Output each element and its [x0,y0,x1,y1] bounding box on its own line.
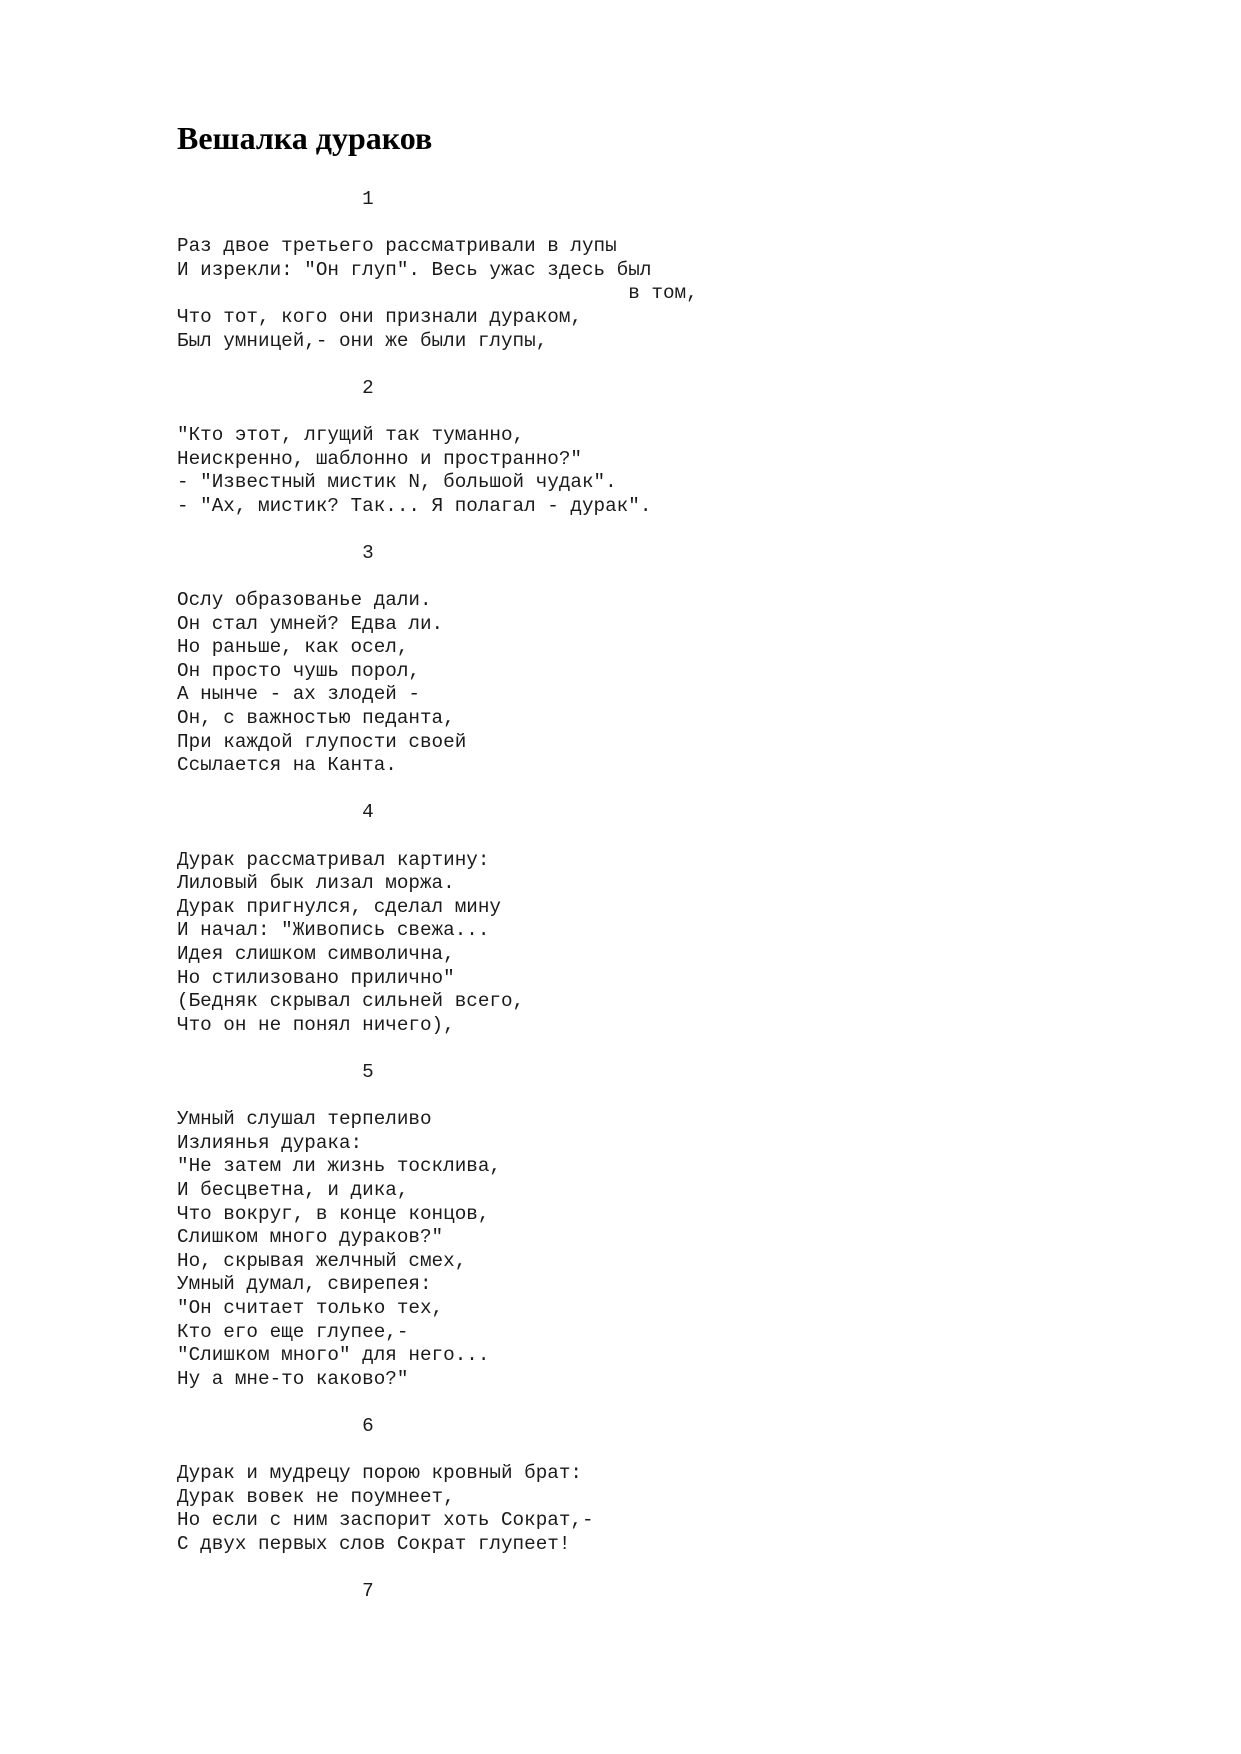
poem-line: И начал: "Живопись свежа... [177,919,490,942]
document-title: Вешалка дураков [177,120,433,156]
poem-line: (Бедняк скрывал сильней всего, [177,990,525,1013]
poem-line: Слишком много дураков?" [177,1226,444,1249]
poem-line: И бесцветна, и дика, [177,1178,409,1201]
spacer [177,566,1077,590]
poem-line: Он просто чушь порол, [177,659,420,682]
poem-line: Но раньше, как осел, [177,636,409,659]
section-number: 1 [177,188,374,210]
section-number: 5 [177,1060,374,1083]
poem-line: Что вокруг, в конце концов, [177,1202,490,1225]
section-number: 7 [177,1580,374,1603]
poem-line: Лиловый бык лизал моржа. [177,872,455,895]
poem-body [177,188,1077,1604]
poem-line: Дурак вовек не поумнеет, [177,1485,455,1508]
poem-line: "Он считает только тех, [177,1296,444,1319]
poem-line: в том, [177,282,698,305]
section-number: 2 [177,376,374,399]
poem-line: Он, с важностью педанта, [177,707,455,730]
spacer [177,1037,1077,1061]
spacer [177,353,1077,377]
document-page [177,118,1077,1604]
poem-line: Ослу образованье дали. [177,589,432,612]
section-number: 3 [177,541,374,564]
poem-line: Но, скрывая желчный смех, [177,1249,467,1272]
section-number: 6 [177,1414,374,1437]
poem-line: Ну а мне-то каково?" [177,1367,409,1390]
poem-line: - "Известный мистик N, большой чудак". [177,471,617,494]
poem-line: Но стилизовано прилично" [177,966,455,989]
poem-line: Ссылается на Канта. [177,754,397,777]
poem-line: И изрекли: "Он глуп". Весь ужас здесь был [177,258,652,281]
poem-line: "Кто этот, лгущий так туманно, [177,423,525,446]
section-number: 4 [177,801,374,824]
poem-line: Идея слишком символична, [177,943,455,965]
spacer [177,400,1077,424]
poem-line: Был умницей,- они же были глупы, [177,329,548,352]
poem-line: Дурак пригнулся, сделал мину [177,895,501,918]
spacer [177,212,1077,236]
spacer [177,518,1077,542]
poem-line: Раз двое третьего рассматривали в лупы [177,235,617,258]
poem-line: "Не затем ли жизнь тосклива, [177,1155,501,1178]
spacer [177,1391,1077,1415]
poem-line: С двух первых слов Сократ глупеет! [177,1532,571,1555]
poem-line: Умный слушал терпеливо [177,1108,432,1131]
spacer [177,778,1077,802]
poem-line: Умный думал, свирепея: [177,1273,432,1296]
poem-line: А нынче - ах злодей - [177,683,420,706]
poem-line: Кто его еще глупее,- [177,1320,409,1343]
poem-line: При каждой глупости своей [177,730,467,753]
poem-line: - "Ах, мистик? Так... Я полагал - дурак". [177,494,652,517]
poem-line: Излиянья дурака: [177,1131,363,1154]
spacer [177,1438,1077,1462]
poem-line: Дурак рассматривал картину: [177,848,490,871]
poem-line: Но если с ним заспорит хоть Сократ,- [177,1509,594,1532]
poem-line: Неискренно, шаблонно и пространно?" [177,447,582,470]
poem-line: Он стал умней? Едва ли. [177,612,444,635]
poem-line: Что он не понял ничего), [177,1013,455,1036]
poem-line: Что тот, кого они признали дураком, [177,305,582,328]
spacer [177,1556,1077,1580]
spacer [177,825,1077,849]
poem-line: "Слишком много" для него... [177,1344,490,1367]
spacer [177,1085,1077,1109]
poem-line: Дурак и мудрецу порою кровный брат: [177,1462,582,1485]
